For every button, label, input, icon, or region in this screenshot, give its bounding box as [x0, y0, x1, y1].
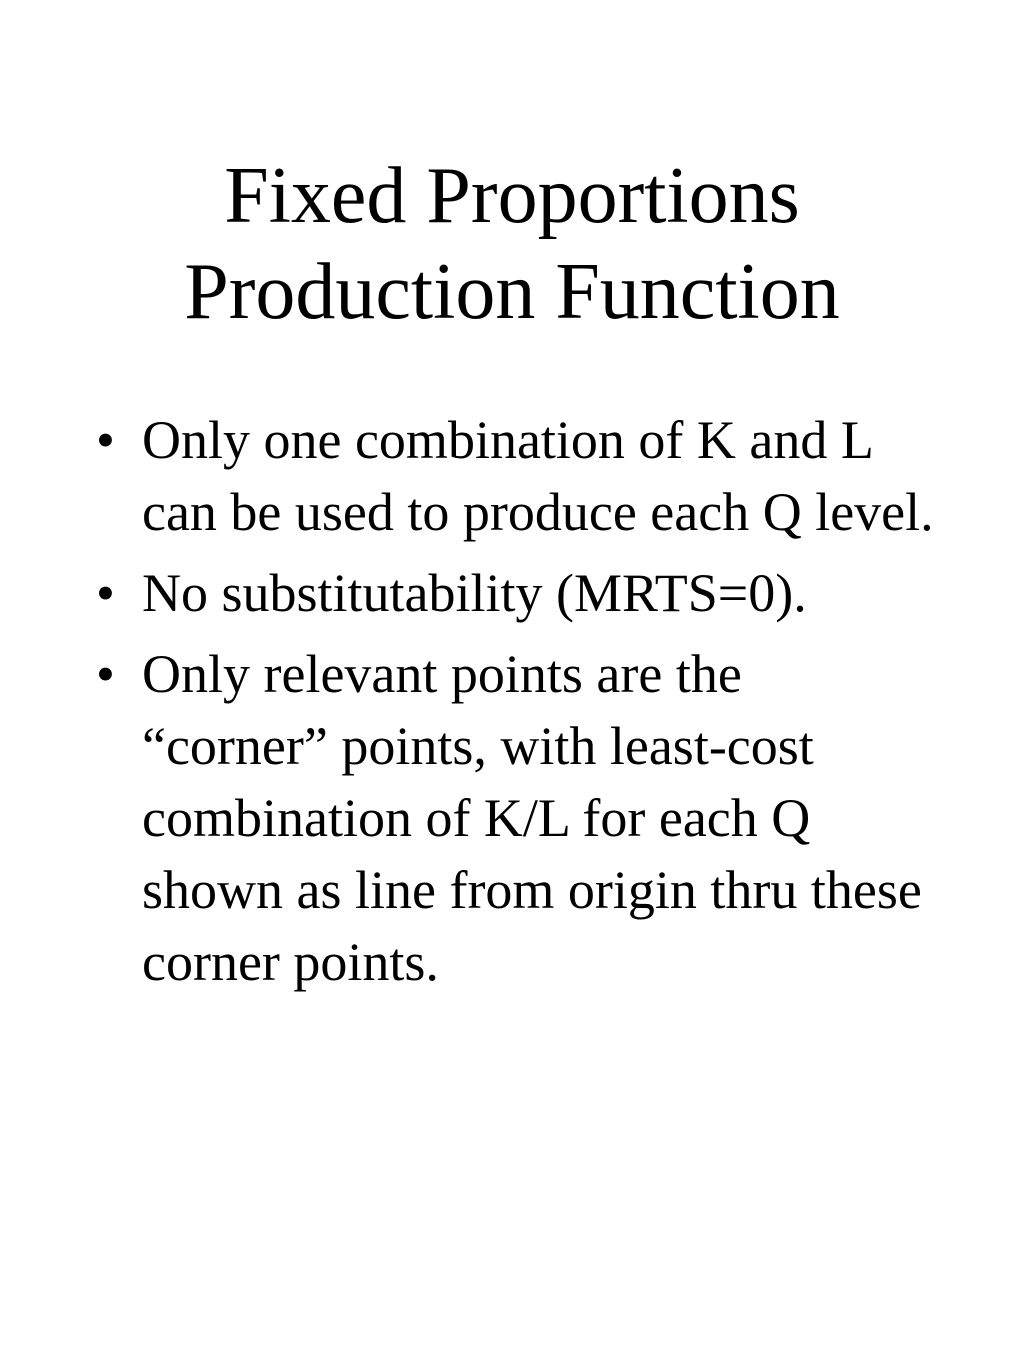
bullet-dot-icon: • — [96, 410, 115, 470]
bullet-item-one-combination — [96, 404, 936, 548]
slide-title-line-2: Production Function — [184, 248, 840, 336]
slide-title-line-1: Fixed Proportions — [224, 152, 800, 240]
bullet-item-corner-points — [96, 638, 936, 998]
bullet-item-no-substitutability — [96, 557, 936, 629]
slide-title — [0, 148, 1024, 340]
bullet-list — [96, 404, 936, 1007]
bullet-text-corner-points: Only relevant points are the “corner” points, with least-cost combination of K/L for each Q shown as line from origin thru these corner points. — [142, 644, 922, 992]
bullet-dot-icon: • — [96, 563, 115, 623]
bullet-dot-icon: • — [96, 644, 115, 704]
bullet-text-no-substitutability: No substitutability (MRTS=0). — [142, 563, 807, 623]
bullet-text-one-combination: Only one combination of K and L can be used to produce each Q level. — [142, 410, 934, 542]
